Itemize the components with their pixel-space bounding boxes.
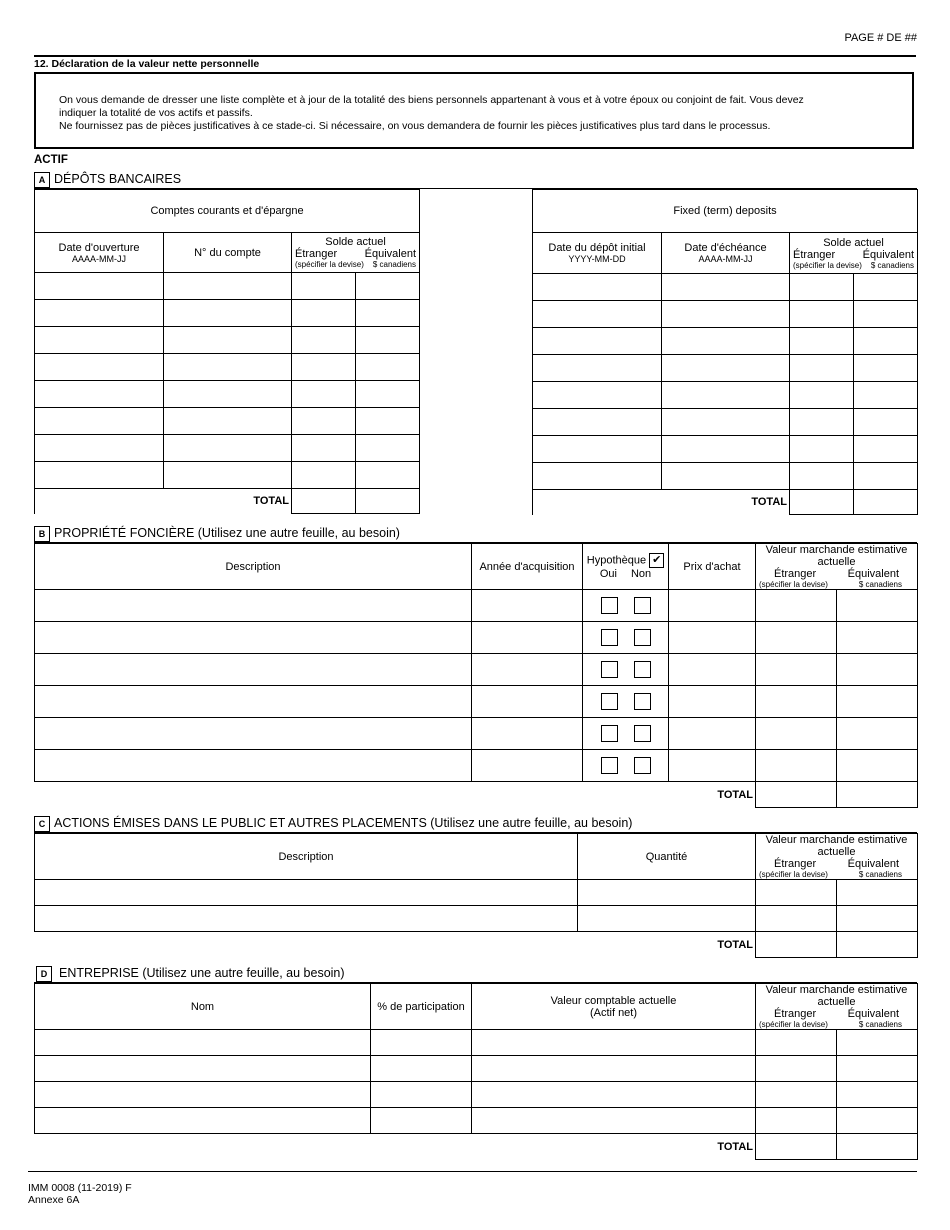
mortgage-no-checkbox[interactable] <box>634 725 651 742</box>
input-cell[interactable] <box>35 1056 371 1082</box>
mortgage-no-checkbox[interactable] <box>634 661 651 678</box>
input-cell[interactable] <box>669 750 756 782</box>
mortgage-yes-checkbox[interactable] <box>601 693 618 710</box>
table-row <box>35 686 918 718</box>
section-b-letter: B <box>34 526 50 542</box>
table-row <box>533 328 918 355</box>
input-cell[interactable] <box>790 355 854 382</box>
input-cell[interactable] <box>837 1056 918 1082</box>
input-cell[interactable] <box>292 300 356 327</box>
input-cell[interactable] <box>854 382 918 409</box>
input-cell[interactable] <box>837 750 918 782</box>
input-cell[interactable] <box>662 328 790 355</box>
mortgage-cell <box>583 622 669 654</box>
input-cell[interactable] <box>472 718 583 750</box>
input-cell[interactable] <box>164 354 292 381</box>
input-cell[interactable] <box>472 750 583 782</box>
input-cell[interactable] <box>371 1108 472 1134</box>
input-cell[interactable] <box>472 1030 756 1056</box>
col-participation: % de participation <box>371 984 472 1030</box>
input-cell[interactable] <box>669 686 756 718</box>
table-row <box>35 590 918 622</box>
mortgage-yes-checkbox[interactable] <box>601 725 618 742</box>
page-number: PAGE # DE ## <box>844 32 917 44</box>
table-row <box>35 435 420 462</box>
real-estate-table <box>34 543 918 808</box>
table-row <box>35 354 420 381</box>
input-cell[interactable] <box>790 436 854 463</box>
input-cell[interactable] <box>164 273 292 300</box>
checking-savings-table <box>34 189 420 514</box>
section-a-title: DÉPÔTS BANCAIRES <box>54 172 182 186</box>
footer <box>28 1182 132 1206</box>
input-cell[interactable] <box>35 354 164 381</box>
section-a-letter: A <box>34 172 50 188</box>
input-cell[interactable] <box>472 1108 756 1134</box>
mortgage-yes-checkbox[interactable] <box>601 597 618 614</box>
input-cell[interactable] <box>533 436 662 463</box>
input-cell[interactable] <box>756 622 837 654</box>
table-row <box>35 300 420 327</box>
input-cell[interactable] <box>669 590 756 622</box>
notice-line-2: indiquer la totalité de vos actifs et passifs. <box>59 107 253 119</box>
input-cell[interactable] <box>472 590 583 622</box>
top-rule <box>34 55 916 57</box>
total-label: TOTAL <box>717 1140 753 1153</box>
col-account-number: N° du compte <box>164 233 292 273</box>
input-cell[interactable] <box>790 328 854 355</box>
input-cell[interactable] <box>371 1056 472 1082</box>
table-row <box>533 301 918 328</box>
input-cell[interactable] <box>662 436 790 463</box>
section-d-header <box>34 966 917 983</box>
table-row <box>35 880 918 906</box>
col-name: Nom <box>35 984 371 1030</box>
input-cell[interactable] <box>854 355 918 382</box>
mortgage-no-checkbox[interactable] <box>634 597 651 614</box>
input-cell[interactable] <box>356 354 420 381</box>
table-row <box>35 462 420 489</box>
total-foreign-cell[interactable] <box>756 1134 837 1160</box>
input-cell[interactable] <box>837 590 918 622</box>
total-cad-cell[interactable] <box>854 490 918 515</box>
input-cell[interactable] <box>35 462 164 489</box>
input-cell[interactable] <box>854 274 918 301</box>
table-row <box>35 906 918 932</box>
table-row <box>533 463 918 490</box>
mortgage-cell <box>583 686 669 718</box>
input-cell[interactable] <box>854 409 918 436</box>
input-cell[interactable] <box>35 435 164 462</box>
mortgage-no-checkbox[interactable] <box>634 757 651 774</box>
table-row <box>35 273 420 300</box>
input-cell[interactable] <box>35 327 164 354</box>
input-cell[interactable] <box>837 880 918 906</box>
input-cell[interactable] <box>662 382 790 409</box>
input-cell[interactable] <box>756 718 837 750</box>
input-cell[interactable] <box>472 654 583 686</box>
table-row <box>35 750 918 782</box>
section-d-letter: D <box>36 966 52 982</box>
input-cell[interactable] <box>35 686 472 718</box>
total-cad-cell[interactable] <box>837 1134 918 1160</box>
total-foreign-cell[interactable] <box>756 932 837 958</box>
notice-line-1: On vous demande de dresser une liste complète et à jour de la totalité des biens personnels appartenant à vous et à votre époux ou conjoint de fait. Vous devez <box>59 94 804 106</box>
section-c-title: ACTIONS ÉMISES DANS LE PUBLIC ET AUTRES PLACEMENTS (Utilisez une autre feuille, au besoin) <box>54 816 633 830</box>
input-cell[interactable] <box>837 718 918 750</box>
input-cell[interactable] <box>756 654 837 686</box>
input-cell[interactable] <box>292 273 356 300</box>
table-row <box>533 382 918 409</box>
input-cell[interactable] <box>662 463 790 490</box>
col-description: Description <box>35 544 472 590</box>
input-cell[interactable] <box>164 408 292 435</box>
col-market-value: Valeur marchande estimative actuelle Étranger Équivalent (spécifier la devise) $ canadiens <box>756 544 918 590</box>
input-cell[interactable] <box>854 436 918 463</box>
input-cell[interactable] <box>837 622 918 654</box>
total-label: TOTAL <box>717 788 753 801</box>
mortgage-no-checkbox[interactable] <box>634 629 651 646</box>
input-cell[interactable] <box>35 408 164 435</box>
table-row <box>35 408 420 435</box>
input-cell[interactable] <box>35 590 472 622</box>
col-acquisition-year: Année d'acquisition <box>472 544 583 590</box>
total-cad-cell[interactable] <box>837 932 918 958</box>
total-foreign-cell[interactable] <box>292 489 356 514</box>
input-cell[interactable] <box>472 686 583 718</box>
input-cell[interactable] <box>533 409 662 436</box>
table-row <box>35 718 918 750</box>
table-row <box>35 381 420 408</box>
total-foreign-cell[interactable] <box>790 490 854 515</box>
input-cell[interactable] <box>164 435 292 462</box>
table-row <box>533 274 918 301</box>
input-cell[interactable] <box>837 1082 918 1108</box>
input-cell[interactable] <box>756 906 837 932</box>
input-cell[interactable] <box>533 274 662 301</box>
total-cad-cell[interactable] <box>356 489 420 514</box>
total-label: TOTAL <box>717 938 753 951</box>
input-cell[interactable] <box>164 381 292 408</box>
total-cad-cell[interactable] <box>837 782 918 808</box>
mortgage-no-checkbox[interactable] <box>634 693 651 710</box>
form-id: IMM 0008 (11-2019) F <box>28 1182 132 1194</box>
input-cell[interactable] <box>533 328 662 355</box>
section-c-letter: C <box>34 816 50 832</box>
input-cell[interactable] <box>533 463 662 490</box>
input-cell[interactable] <box>854 463 918 490</box>
input-cell[interactable] <box>292 435 356 462</box>
input-cell[interactable] <box>371 1030 472 1056</box>
mortgage-cell <box>583 718 669 750</box>
table-row <box>533 355 918 382</box>
input-cell[interactable] <box>756 880 837 906</box>
mortgage-yes-checkbox[interactable] <box>601 661 618 678</box>
table-row <box>35 1056 918 1082</box>
input-cell[interactable] <box>837 906 918 932</box>
mortgage-cell <box>583 654 669 686</box>
input-cell[interactable] <box>756 750 837 782</box>
mortgage-cell <box>583 590 669 622</box>
col-quantity: Quantité <box>578 834 756 880</box>
col-maturity-date: Date d'échéance AAAA-MM-JJ <box>662 233 790 274</box>
mortgage-yes-checkbox[interactable] <box>601 757 618 774</box>
input-cell[interactable] <box>292 462 356 489</box>
col-mortgage: Hypothèque ✔ Oui Non <box>583 544 669 590</box>
input-cell[interactable] <box>756 1108 837 1134</box>
input-cell[interactable] <box>35 1082 371 1108</box>
input-cell[interactable] <box>790 301 854 328</box>
table-row <box>35 654 918 686</box>
input-cell[interactable] <box>533 382 662 409</box>
term-deposits-title: Fixed (term) deposits <box>533 190 918 233</box>
input-cell[interactable] <box>35 1030 371 1056</box>
checkmark-icon: ✔ <box>649 553 664 568</box>
input-cell[interactable] <box>662 409 790 436</box>
input-cell[interactable] <box>837 1030 918 1056</box>
input-cell[interactable] <box>669 718 756 750</box>
actif-heading: ACTIF <box>34 154 68 166</box>
input-cell[interactable] <box>35 1108 371 1134</box>
input-cell[interactable] <box>356 273 420 300</box>
input-cell[interactable] <box>371 1082 472 1108</box>
section-b-title: PROPRIÉTÉ FONCIÈRE (Utilisez une autre feuille, au besoin) <box>54 526 400 540</box>
input-cell[interactable] <box>662 274 790 301</box>
col-initial-deposit-date: Date du dépôt initial YYYY-MM-DD <box>533 233 662 274</box>
input-cell[interactable] <box>756 1056 837 1082</box>
input-cell[interactable] <box>35 273 164 300</box>
col-book-value: Valeur comptable actuelle (Actif net) <box>472 984 756 1030</box>
table-row <box>35 1082 918 1108</box>
checking-savings-title: Comptes courants et d'épargne <box>35 190 420 233</box>
input-cell[interactable] <box>669 654 756 686</box>
section-c-header <box>34 816 917 833</box>
input-cell[interactable] <box>854 301 918 328</box>
notice-line-3: Ne fournissez pas de pièces justificatives à ce stade-ci. Si nécessaire, on vous demandera de fournir les pièces justificatives plus tard dans le processus. <box>59 120 771 132</box>
input-cell[interactable] <box>356 462 420 489</box>
input-cell[interactable] <box>854 328 918 355</box>
col-opening-date: Date d'ouverture AAAA-MM-JJ <box>35 233 164 273</box>
input-cell[interactable] <box>356 327 420 354</box>
input-cell[interactable] <box>292 327 356 354</box>
section-b-header <box>34 526 917 543</box>
term-deposits-table <box>532 189 918 515</box>
mortgage-cell <box>583 750 669 782</box>
input-cell[interactable] <box>790 382 854 409</box>
col-market-value: Valeur marchande estimative actuelle Étranger Équivalent (spécifier la devise) $ canadiens <box>756 984 918 1030</box>
notice-box <box>34 72 914 149</box>
section-d-title: ENTREPRISE (Utilisez une autre feuille, au besoin) <box>59 966 345 980</box>
section-title: 12. Déclaration de la valeur nette personnelle <box>34 58 260 70</box>
total-label: TOTAL <box>35 489 292 514</box>
input-cell[interactable] <box>292 408 356 435</box>
input-cell[interactable] <box>756 1082 837 1108</box>
input-cell[interactable] <box>164 300 292 327</box>
input-cell[interactable] <box>35 300 164 327</box>
input-cell[interactable] <box>292 354 356 381</box>
table-row <box>35 1030 918 1056</box>
col-purchase-price: Prix d'achat <box>669 544 756 590</box>
input-cell[interactable] <box>35 622 472 654</box>
col-current-balance: Solde actuel Étranger Équivalent (spécifier la devise) $ canadiens <box>790 233 918 274</box>
table-row <box>533 436 918 463</box>
input-cell[interactable] <box>35 381 164 408</box>
footer-rule <box>28 1171 917 1172</box>
total-label: TOTAL <box>533 490 790 515</box>
input-cell[interactable] <box>356 381 420 408</box>
table-row <box>35 327 420 354</box>
input-cell[interactable] <box>662 301 790 328</box>
input-cell[interactable] <box>164 462 292 489</box>
input-cell[interactable] <box>35 654 472 686</box>
input-cell[interactable] <box>790 409 854 436</box>
input-cell[interactable] <box>756 590 837 622</box>
input-cell[interactable] <box>533 301 662 328</box>
table-row <box>533 409 918 436</box>
col-market-value: Valeur marchande estimative actuelle Étranger Équivalent (spécifier la devise) $ canadiens <box>756 834 918 880</box>
input-cell[interactable] <box>837 654 918 686</box>
business-table <box>34 983 918 1160</box>
input-cell[interactable] <box>533 355 662 382</box>
input-cell[interactable] <box>356 300 420 327</box>
section-a-header <box>34 172 917 189</box>
input-cell[interactable] <box>35 880 578 906</box>
col-current-balance: Solde actuel Étranger Équivalent (spécifier la devise) $ canadiens <box>292 233 420 273</box>
input-cell[interactable] <box>472 1056 756 1082</box>
input-cell[interactable] <box>472 1082 756 1108</box>
input-cell[interactable] <box>669 622 756 654</box>
input-cell[interactable] <box>35 906 578 932</box>
table-row <box>35 1108 918 1134</box>
input-cell[interactable] <box>837 1108 918 1134</box>
input-cell[interactable] <box>356 435 420 462</box>
input-cell[interactable] <box>790 274 854 301</box>
input-cell[interactable] <box>578 906 756 932</box>
input-cell[interactable] <box>756 686 837 718</box>
input-cell[interactable] <box>35 718 472 750</box>
total-foreign-cell[interactable] <box>756 782 837 808</box>
input-cell[interactable] <box>790 463 854 490</box>
investments-table <box>34 833 918 958</box>
input-cell[interactable] <box>662 355 790 382</box>
input-cell[interactable] <box>35 750 472 782</box>
input-cell[interactable] <box>292 381 356 408</box>
input-cell[interactable] <box>837 686 918 718</box>
annex-label: Annexe 6A <box>28 1194 80 1206</box>
mortgage-yes-checkbox[interactable] <box>601 629 618 646</box>
input-cell[interactable] <box>356 408 420 435</box>
table-row <box>35 622 918 654</box>
col-description: Description <box>35 834 578 880</box>
input-cell[interactable] <box>578 880 756 906</box>
input-cell[interactable] <box>756 1030 837 1056</box>
input-cell[interactable] <box>472 622 583 654</box>
input-cell[interactable] <box>164 327 292 354</box>
